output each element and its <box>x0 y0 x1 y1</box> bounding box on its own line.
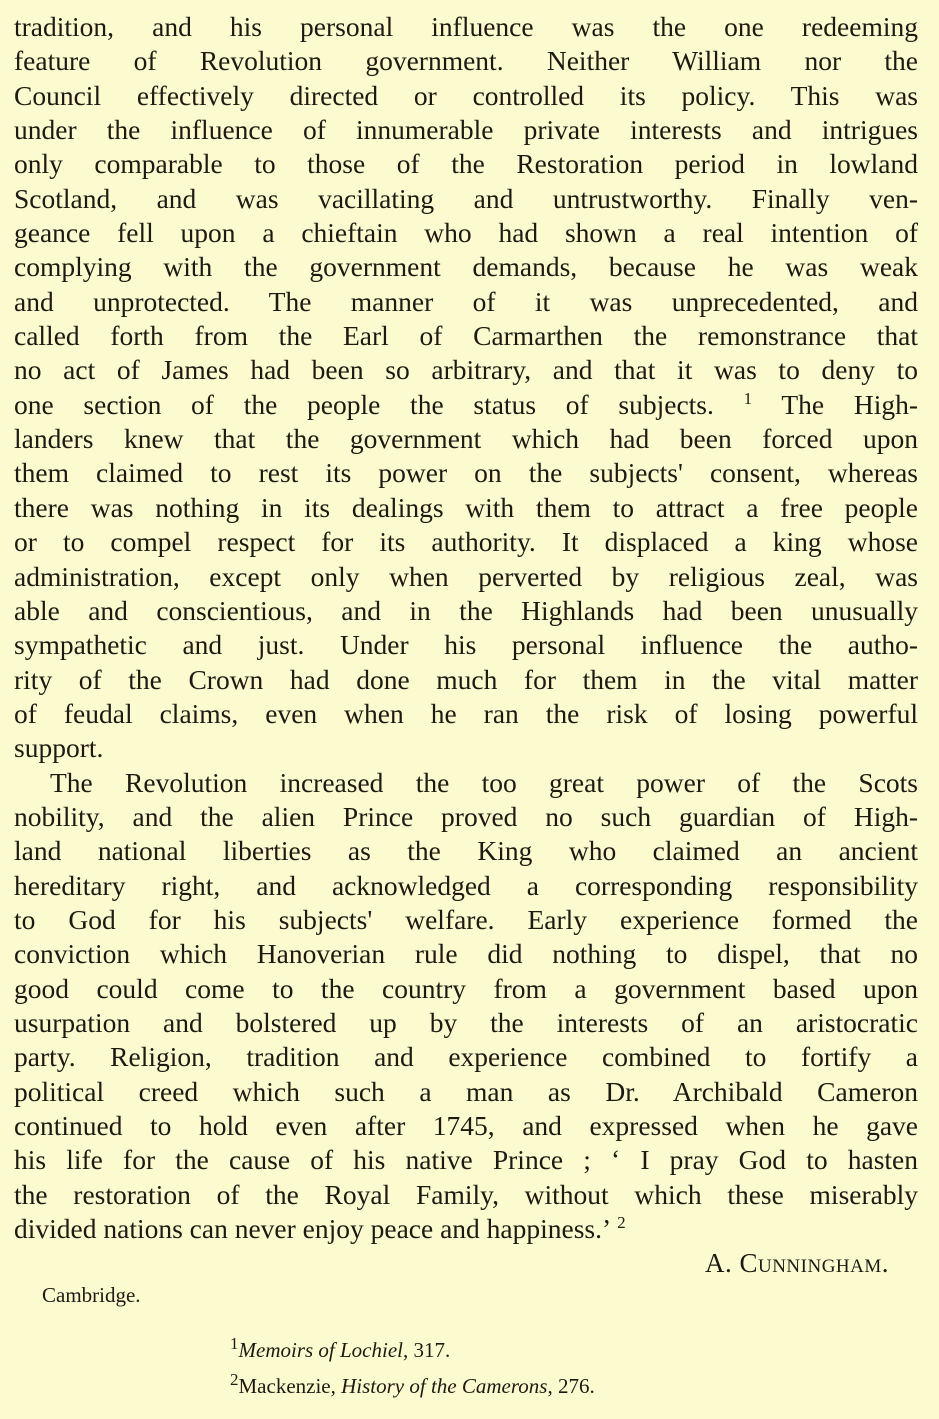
text-line <box>14 216 918 250</box>
footnote-author: Mackenzie, <box>238 1374 342 1398</box>
line-text: The High- <box>781 388 918 420</box>
text-line <box>14 1109 918 1143</box>
text-line <box>14 834 918 868</box>
line-text: conviction which Hanoverian rule did nothing to dispel, that no <box>14 938 918 970</box>
footnote-title: History of the Camerons <box>341 1374 548 1398</box>
text-line <box>14 182 918 216</box>
text-line <box>14 594 918 628</box>
text-line <box>14 388 918 422</box>
text-line <box>14 1040 918 1074</box>
text-line <box>14 1006 918 1040</box>
text-line <box>14 353 918 387</box>
line-text: party. Religion, tradition and experience combined to fortify a <box>14 1041 918 1073</box>
text-line <box>14 560 918 594</box>
line-text: them claimed to rest its power on the subjects' consent, whereas <box>14 457 918 489</box>
text-line <box>14 1212 918 1246</box>
line-text: administration, except only when perverted by religious zeal, was <box>14 560 918 592</box>
place-line: Cambridge. <box>42 1283 141 1307</box>
text-line <box>14 903 918 937</box>
text-line <box>14 766 918 800</box>
line-text: rity of the Crown had done much for them in the vital matter <box>14 663 918 695</box>
line-text: to God for his subjects' welfare. Early experience formed the <box>14 903 918 935</box>
text-line <box>14 1075 918 1109</box>
author-signature <box>705 1248 889 1279</box>
text-line <box>14 937 918 971</box>
body-text <box>14 10 918 1246</box>
line-text: tradition, and his personal influence was the one redeeming <box>14 11 918 42</box>
line-text: usurpation and bolstered up by the interests of an aristocratic <box>14 1006 918 1038</box>
line-text: there was nothing in its dealings with them to attract a free people <box>14 491 918 523</box>
text-line <box>14 147 918 181</box>
line-text: geance fell upon a chieftain who had shown a real intention of <box>14 217 918 249</box>
footnote-title: Memoirs of Lochiel <box>238 1338 403 1362</box>
line-text: complying with the government demands, because he was weak <box>14 251 918 283</box>
footnote-ref-1: 1 <box>743 388 753 408</box>
line-text: under the influence of innumerable private interests and intrigues <box>14 114 918 146</box>
line-text: continued to hold even after 1745, and expressed when he gave <box>14 1110 918 1141</box>
line-text: Scotland, and was vacillating and untrustworthy. Finally ven- <box>14 182 918 214</box>
line-text: land national liberties as the King who claimed an ancient <box>14 835 918 867</box>
author-name: Cunningham. <box>739 1248 889 1278</box>
footnote-page: , 276. <box>547 1374 595 1398</box>
text-line <box>14 800 918 834</box>
line-text: hereditary right, and acknowledged a corresponding responsibility <box>14 869 918 901</box>
text-line <box>14 456 918 490</box>
line-text: only comparable to those of the Restoration period in lowland <box>14 148 918 180</box>
line-text: and unprotected. The manner of it was unprecedented, and <box>14 285 918 317</box>
text-line <box>14 422 918 456</box>
line-text: the restoration of the Royal Family, without which these miserably <box>14 1178 918 1210</box>
line-text: feature of Revolution government. Neither William nor the <box>14 45 918 77</box>
text-line <box>14 10 918 44</box>
line-text: called forth from the Earl of Carmarthen the remonstrance that <box>14 320 918 352</box>
text-line <box>14 285 918 319</box>
footnote-ref-2: 2 <box>617 1212 626 1232</box>
line-text: no act of James had been so arbitrary, and that it was to deny to <box>14 354 918 386</box>
line-text: sympathetic and just. Under his personal influence the autho- <box>14 629 918 661</box>
line-text: Council effectively directed or controlled its policy. This was <box>14 79 918 111</box>
footnote-1 <box>230 1334 451 1363</box>
footnote-marker: 2 <box>230 1370 239 1389</box>
author-initial: A. <box>704 1248 733 1278</box>
line-text: able and conscientious, and in the Highlands had been unusually <box>14 594 918 626</box>
line-text: good could come to the country from a government based upon <box>14 972 918 1004</box>
line-text: support. <box>14 732 104 764</box>
text-line <box>14 525 918 559</box>
line-text: landers knew that the government which had been forced upon <box>14 423 918 455</box>
text-line <box>14 697 918 731</box>
text-line <box>14 663 918 697</box>
text-line <box>14 319 918 353</box>
text-line <box>14 79 918 113</box>
text-line <box>14 250 918 284</box>
line-text: his life for the cause of his native Prince ; ‘ I pray God to hasten <box>14 1144 918 1176</box>
text-line <box>14 491 918 525</box>
text-line <box>14 1178 918 1212</box>
footnote-marker: 1 <box>230 1334 239 1353</box>
text-line <box>14 1143 918 1177</box>
line-text: The Revolution increased the too great power of the Scots <box>50 766 918 798</box>
line-text: political creed which such a man as Dr. Archibald Cameron <box>14 1075 918 1107</box>
text-line <box>14 972 918 1006</box>
footnote-2 <box>230 1370 595 1399</box>
text-line <box>14 628 918 662</box>
text-line <box>14 113 918 147</box>
line-text: divided nations can never enjoy peace and happiness.’ <box>14 1213 612 1245</box>
footnote-page: , 317. <box>402 1338 451 1362</box>
line-text: nobility, and the alien Prince proved no such guardian of High- <box>14 800 918 832</box>
text-line <box>14 44 918 78</box>
line-text: of feudal claims, even when he ran the risk of losing powerful <box>14 697 918 729</box>
line-text: one section of the people the status of subjects. <box>14 388 714 420</box>
text-line <box>14 869 918 903</box>
line-text: or to compel respect for its authority. It displaced a king whose <box>14 526 918 558</box>
text-line <box>14 731 918 765</box>
